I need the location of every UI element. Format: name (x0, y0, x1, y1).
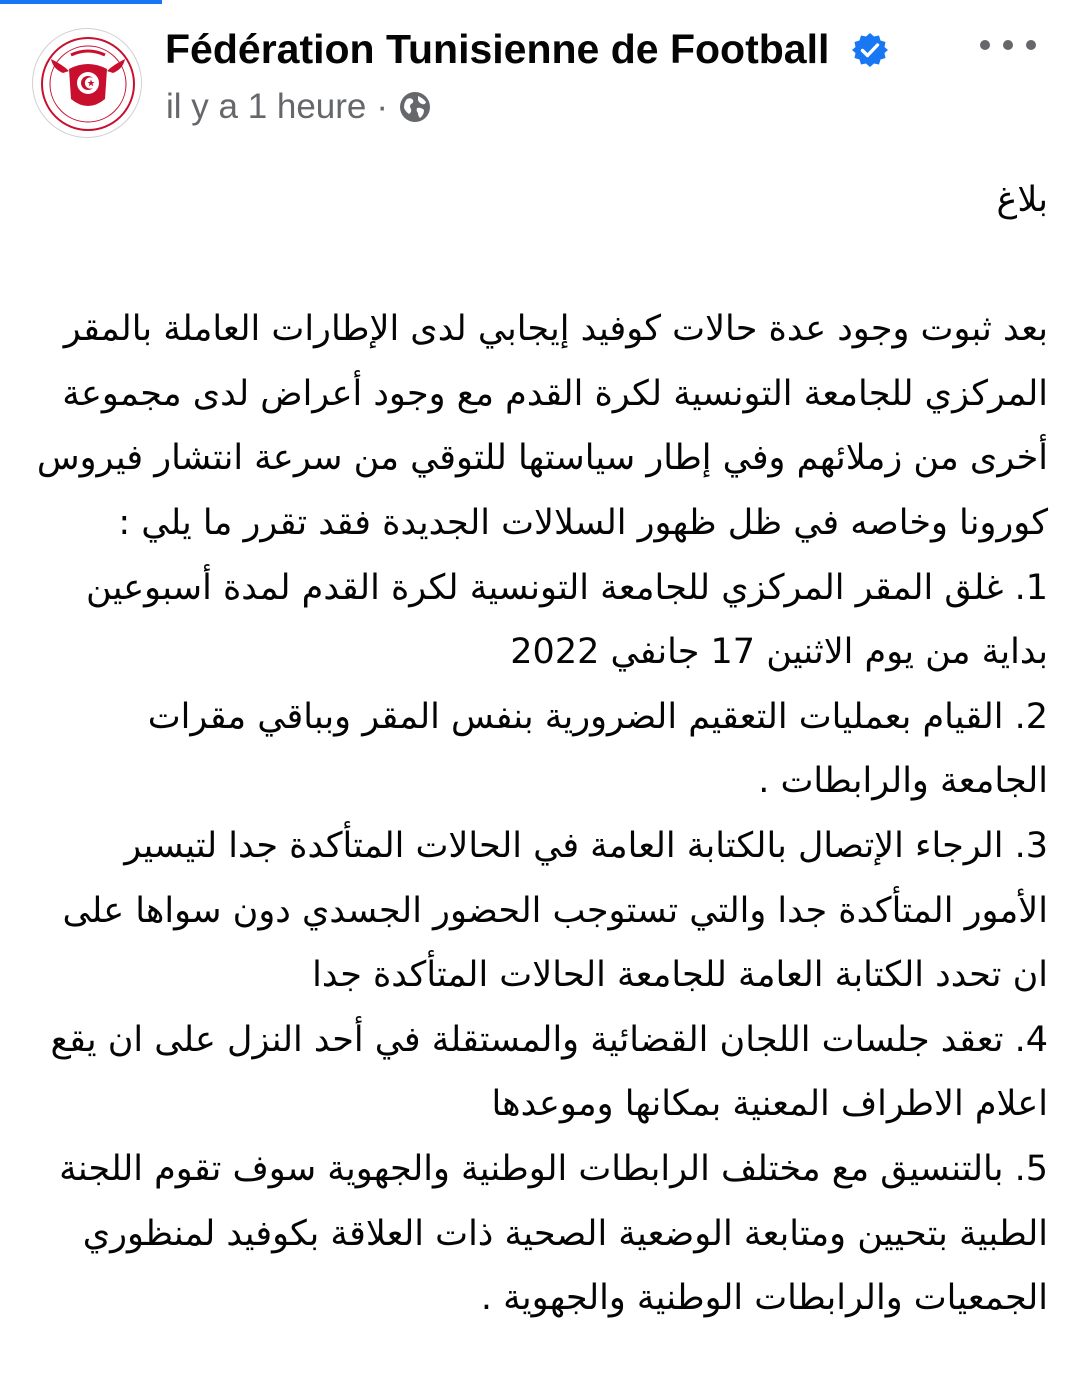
post-time[interactable]: il y a 1 heure (166, 87, 367, 126)
list-item: 4. تعقد جلسات اللجان القضائية والمستقلة في أحد النزل على ان يقع اعلام الاطراف المعنية بمكانها وموعدها (50, 1019, 1048, 1125)
page-name[interactable]: Fédération Tunisienne de Football (165, 26, 830, 72)
list-item: 3. الرجاء الإتصال بالكتابة العامة في الحالات المتأكدة جدا لتيسير الأمور المتأكدة جدا والتي تستوجب الحضور الجسدي دون سواها على ان تحدد الكتابة العامة للجامعة الحالات المتأكدة جدا (62, 825, 1048, 996)
more-dot (1026, 40, 1036, 50)
verified-badge-icon (852, 32, 888, 68)
post-body (30, 168, 1048, 1331)
post-intro: بعد ثبوت وجود عدة حالات كوفيد إيجابي لدى الإطارات العاملة بالمقر المركزي للجامعة التونسية لكرة القدم مع وجود أعراض لدى مجموعة أخرى من زملائهم وفي إطار سياستها للتوقي من سرعة انتشار فيروس كورونا وخاصه في ظل ظهور السلالات الجديدة فقد تقرر ما يلي : (36, 309, 1048, 543)
list-item: 1. غلق المقر المركزي للجامعة التونسية لكرة القدم لمدة أسبوعين بداية من يوم الاثنين 17 جانفي 2022 (86, 567, 1048, 673)
ftf-logo-icon (33, 29, 143, 139)
top-accent-bar (0, 0, 162, 4)
more-dot (980, 40, 990, 50)
list-item: 5. بالتنسيق مع مختلف الرابطات الوطنية والجهوية سوف تقوم اللجنة الطبية بتحيين ومتابعة الوضعية الصحية ذات العلاقة بكوفيد لمنظوري الجمعيات والرابطات الوطنية والجهوية . (59, 1148, 1048, 1319)
more-options-icon[interactable] (980, 30, 1036, 60)
list-item: 2. القيام بعمليات التعقيم الضرورية بنفس المقر وبباقي مقرات الجامعة والرابطات . (147, 696, 1048, 802)
more-dot (1003, 40, 1013, 50)
meta-separator: · (376, 87, 389, 126)
post-meta (166, 84, 432, 130)
page-avatar[interactable] (32, 28, 142, 138)
paragraph-gap (30, 233, 1048, 298)
post-title: بلاغ (996, 180, 1048, 220)
globe-icon[interactable] (398, 90, 432, 124)
